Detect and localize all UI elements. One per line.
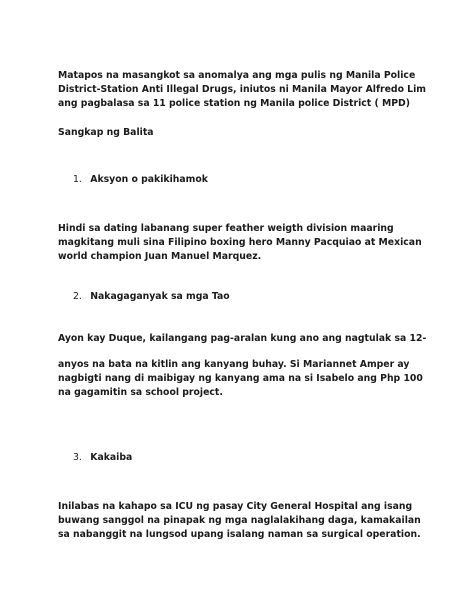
list-label: Kakaiba xyxy=(90,452,133,463)
list-number: 1. xyxy=(73,174,82,185)
item-2-body: Ayon kay Duque, kailangang pag-aralan kung ano ang nagtulak sa 12- xyxy=(58,333,427,344)
list-item-1 xyxy=(73,173,208,187)
list-number: 2. xyxy=(73,291,82,302)
section-heading: Sangkap ng Balita xyxy=(58,127,154,138)
list-label: Aksyon o pakikihamok xyxy=(90,174,208,185)
item-3-body: Inilabas na kahapo sa ICU ng pasay City General Hospital ang isang buwang sanggol na pinapak ng mga naglalakihang daga, kamakailan sa nabanggit na lungsod upang isalang naman sa surgical operation. xyxy=(58,501,421,540)
list-number: 3. xyxy=(73,452,82,463)
list-item-2 xyxy=(73,290,230,304)
lead-paragraph: Matapos na masangkot sa anomalya ang mga pulis ng Manila Police District-Station Anti Illegal Drugs, iniutos ni Manila Mayor Alfredo Lim ang pagbalasa sa 11 police station ng Manila police District ( MPD) xyxy=(58,70,426,109)
list-label: Nakagaganyak sa mga Tao xyxy=(90,291,230,302)
list-item-3 xyxy=(73,451,132,465)
item-1-body: Hindi sa dating labanang super feather weigth division maaring magkitang muli sina Filipino boxing hero Manny Pacquiao at Mexican world champion Juan Manuel Marquez. xyxy=(58,223,422,262)
item-2-body-continued: anyos na bata na kitlin ang kanyang buhay. Si Mariannet Amper ay nagbigti nang di maibigay ng kanyang ama na si Isabelo ang Php 100 na gagamitin sa school project. xyxy=(58,359,423,398)
